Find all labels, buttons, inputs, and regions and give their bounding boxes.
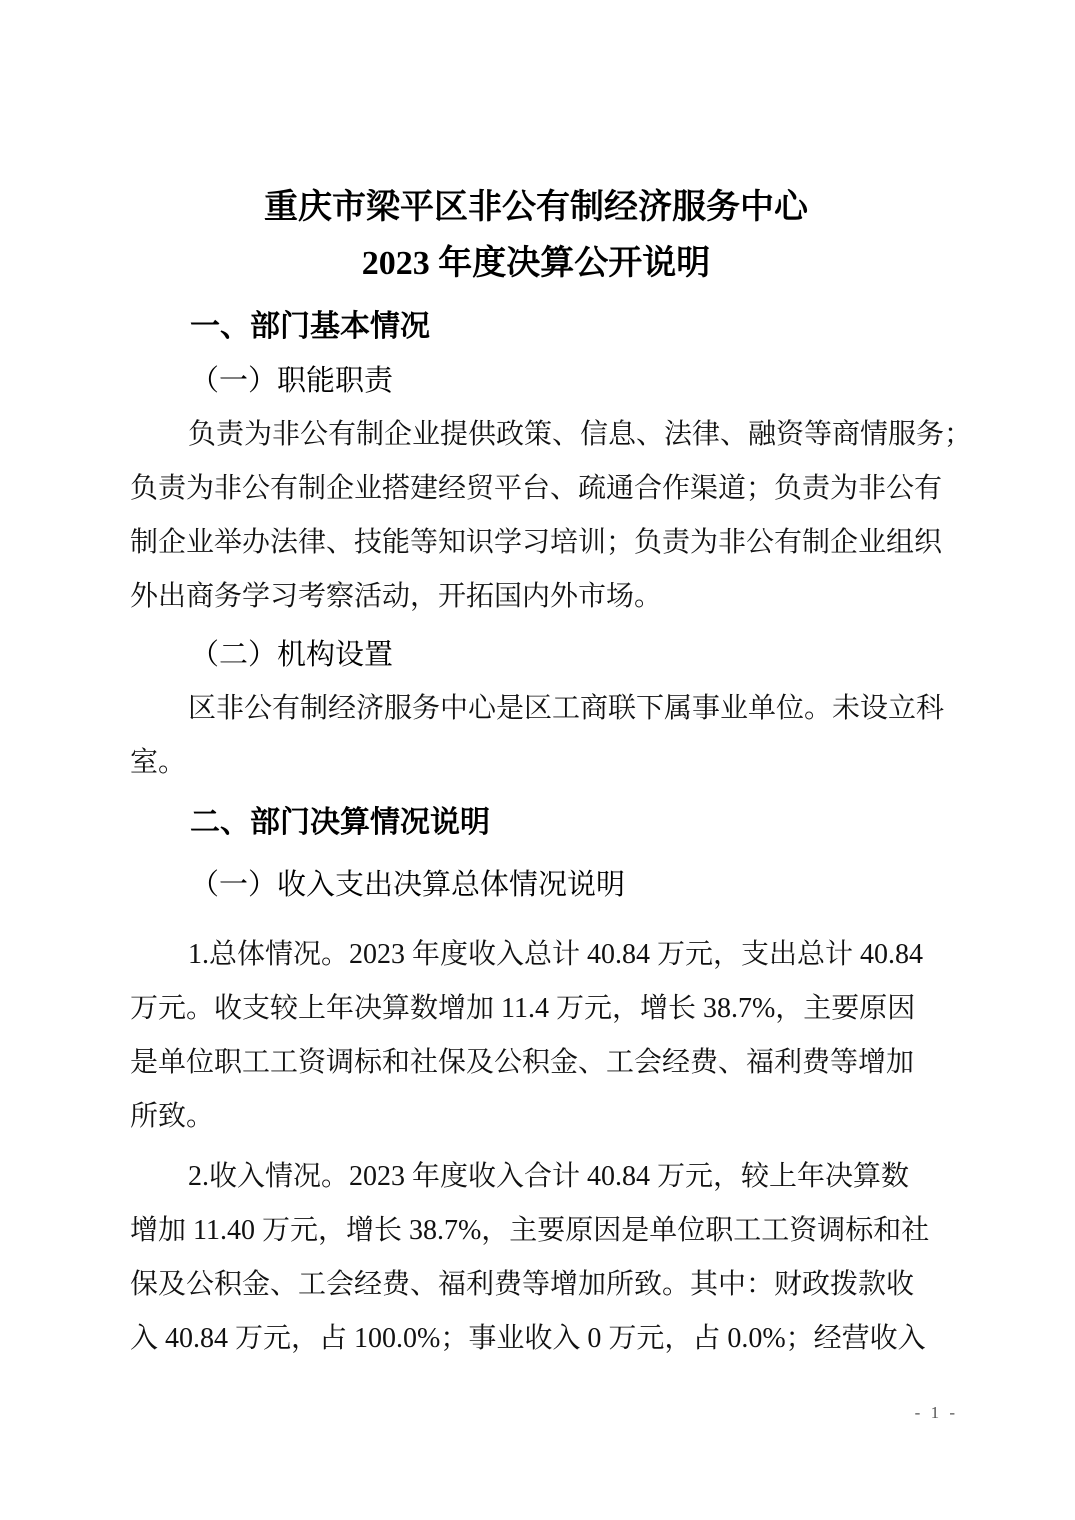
body-line: 万元。收支较上年决算数增加 11.4 万元，增长 38.7%，主要原因: [130, 993, 916, 1024]
section-heading-2: 二、部门决算情况说明: [190, 806, 490, 839]
body-line: 增加 11.40 万元，增长 38.7%，主要原因是单位职工工资调标和社: [130, 1215, 930, 1246]
subsection-heading-duties: （一）职能职责: [190, 365, 394, 397]
subsection-heading-budget-overview: （一）收入支出决算总体情况说明: [190, 869, 626, 901]
body-line: 所致。: [130, 1101, 215, 1132]
body-line: 区非公有制经济服务中心是区工商联下属事业单位。未设立科: [188, 693, 945, 724]
body-line: 制企业举办法律、技能等知识学习培训；负责为非公有制企业组织: [130, 527, 943, 558]
document-title-line-1: 重庆市梁平区非公有制经济服务中心: [264, 189, 808, 226]
subsection-heading-structure: （二）机构设置: [190, 639, 394, 671]
body-line: 是单位职工工资调标和社保及公积金、工会经费、福利费等增加: [130, 1047, 915, 1078]
body-line: 2.收入情况。2023 年度收入合计 40.84 万元，较上年决算数: [188, 1161, 910, 1192]
section-heading-1: 一、部门基本情况: [190, 310, 430, 343]
page-number: - 1 -: [914, 1403, 958, 1422]
body-line: 入 40.84 万元，占 100.0%；事业收入 0 万元，占 0.0%；经营收入: [130, 1323, 926, 1354]
body-line: 室。: [130, 747, 187, 778]
body-line: 1.总体情况。2023 年度收入总计 40.84 万元，支出总计 40.84: [188, 939, 924, 970]
document-content: [130, 180, 973, 1366]
body-line: 外出商务学习考察活动，开拓国内外市场。: [130, 581, 663, 612]
body-line: 负责为非公有制企业提供政策、信息、法律、融资等商情服务；: [188, 419, 973, 450]
body-line: 保及公积金、工会经费、福利费等增加所致。其中：财政拨款收: [130, 1269, 915, 1300]
document-title-line-2: 2023 年度决算公开说明: [361, 245, 711, 282]
body-line: 负责为非公有制企业搭建经贸平台、疏通合作渠道；负责为非公有: [130, 473, 943, 504]
